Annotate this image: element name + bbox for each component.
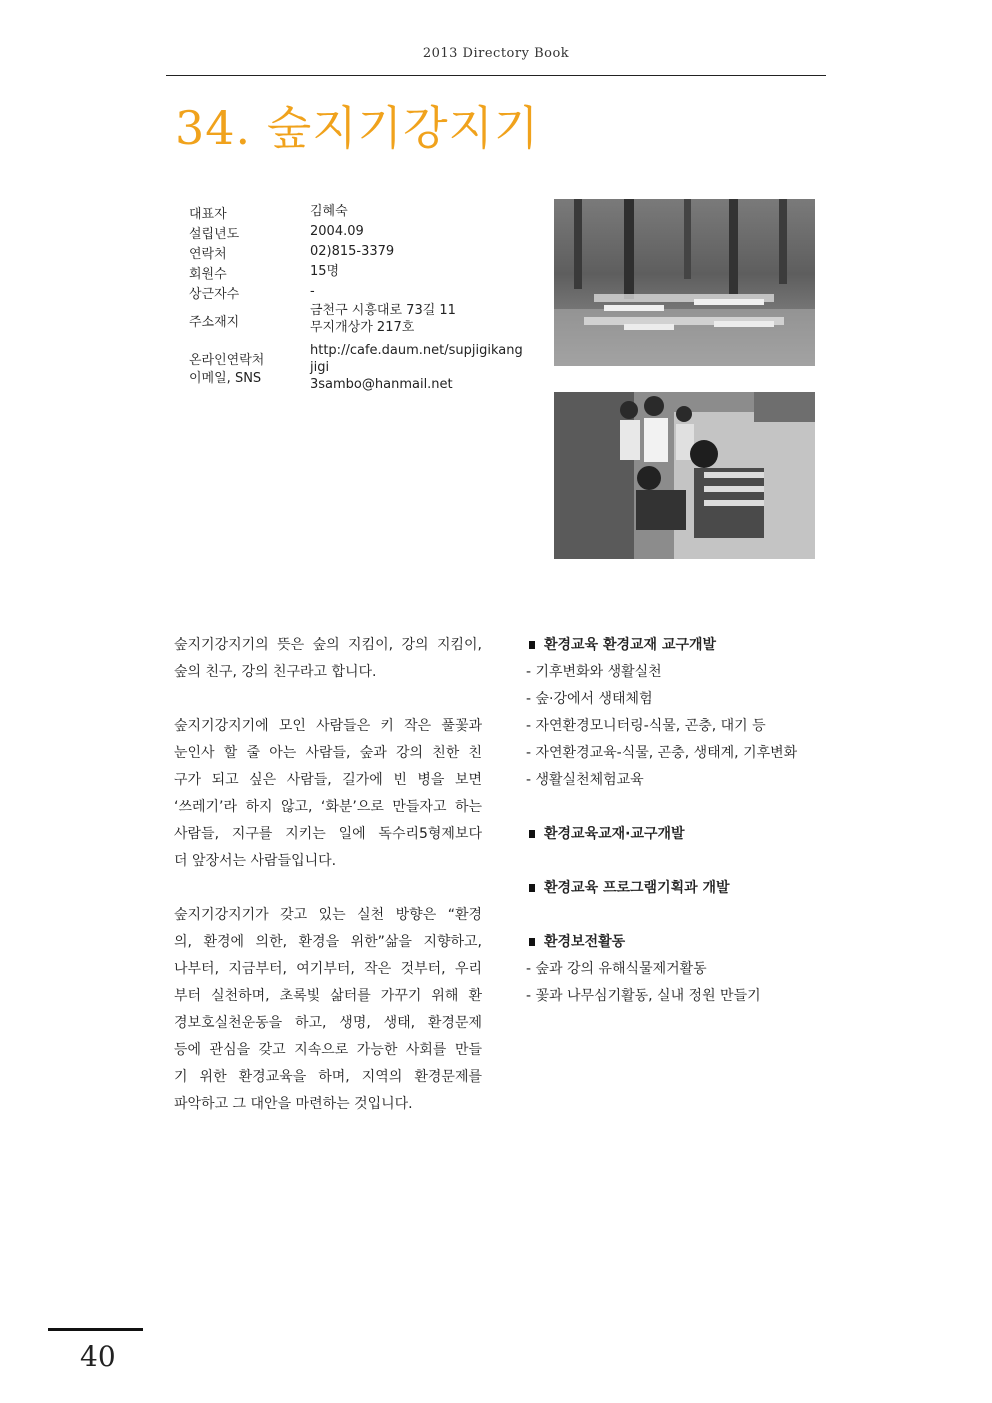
text-line: 부터 실천하며, 초록빛 삶터를 가꾸기 위해 환 — [174, 988, 482, 1004]
page-title: 34. 숲지기강지기 — [175, 101, 540, 155]
info-value: 15명 — [310, 264, 340, 279]
info-value: 김혜숙 — [310, 204, 348, 219]
info-label: 회원수 — [189, 267, 227, 282]
paragraph — [174, 632, 482, 686]
info-value: 02)815-3379 — [310, 244, 395, 259]
text-line: 숲지기강지기가 갖고 있는 실천 방향은 “환경 — [174, 907, 482, 923]
info-label: 연락처 — [189, 247, 227, 262]
section-heading — [526, 875, 826, 902]
text-line: 더 앞장서는 사람들입니다. — [174, 853, 337, 869]
section-heading — [526, 929, 826, 956]
text-line: 의, 환경에 의한, 환경을 위한”삶을 지향하고, — [174, 934, 482, 950]
footer-rule — [48, 1328, 143, 1331]
info-value-line: 3sambo@hanmail.net — [310, 377, 453, 392]
activities-list — [526, 632, 826, 1037]
list-item: - 자연환경모니터링-식물, 곤충, 대기 등 — [526, 718, 766, 734]
section-heading-text: 환경보전활동 — [544, 934, 626, 950]
text-line: 숲지기강지기에 모인 사람들은 키 작은 풀꽃과 — [174, 718, 482, 734]
header-rule — [166, 75, 826, 76]
paragraph — [174, 713, 482, 875]
paragraph — [174, 902, 482, 1118]
activity-section — [526, 632, 826, 794]
text-line: 파악하고 그 대안을 마련하는 것입니다. — [174, 1096, 413, 1112]
square-bullet-icon — [529, 830, 535, 838]
info-label: 상근자수 — [189, 287, 240, 302]
section-heading-text: 환경교육 환경교재 교구개발 — [544, 637, 717, 653]
square-bullet-icon — [529, 641, 535, 649]
text-line: ‘쓰레기’라 하지 않고, ‘화분’으로 만들자고 하는 — [174, 799, 482, 815]
text-line: 기 위한 환경교육을 하며, 지역의 환경문제를 — [174, 1069, 482, 1085]
activity-section — [526, 875, 826, 902]
running-header: 2013 Directory Book — [422, 46, 570, 61]
text-line: 숲지기강지기의 뜻은 숲의 지킴이, 강의 지킴이, — [174, 637, 482, 653]
info-label-line: 이메일, SNS — [189, 371, 262, 386]
text-line: 사람들, 지구를 지키는 일에 독수리5형제보다 — [174, 826, 482, 842]
activity-section — [526, 821, 826, 848]
list-item: - 숲·강에서 생태체험 — [526, 691, 653, 707]
section-heading — [526, 632, 826, 659]
text-line: 구가 되고 싶은 사람들, 길가에 빈 병을 보면 — [174, 772, 482, 788]
square-bullet-icon — [529, 938, 535, 946]
section-heading — [526, 821, 826, 848]
list-item: - 숲과 강의 유해식물제거활동 — [526, 961, 707, 977]
text-line: 등에 관심을 갖고 지속으로 가능한 사회를 만들 — [174, 1042, 482, 1058]
text-line: 숲의 친구, 강의 친구라고 합니다. — [174, 664, 377, 680]
text-line: 경보호실천운동을 하고, 생명, 생태, 환경문제 — [174, 1015, 482, 1031]
info-label: 설립년도 — [189, 227, 240, 242]
activity-section — [526, 929, 826, 1010]
list-item: - 자연환경교육-식물, 곤충, 생태계, 기후변화 — [526, 745, 798, 761]
list-item: - 꽃과 나무심기활동, 실내 정원 만들기 — [526, 988, 761, 1004]
info-label: 주소재지 — [189, 315, 240, 330]
text-line: 눈인사 할 줄 아는 사람들, 숲과 강의 친한 친 — [174, 745, 482, 761]
photo-forest-lying — [554, 199, 815, 366]
info-value: 2004.09 — [310, 224, 364, 239]
info-label: 대표자 — [189, 207, 227, 222]
section-heading-text: 환경교육 프로그램기획과 개발 — [544, 880, 730, 896]
page-number: 40 — [80, 1340, 116, 1373]
info-label-line: 온라인연락처 — [189, 353, 265, 368]
info-value-line: 무지개상가 217호 — [310, 320, 415, 335]
info-value: - — [310, 284, 315, 299]
info-value-line: http://cafe.daum.net/supjigikang — [310, 343, 523, 358]
square-bullet-icon — [529, 884, 535, 892]
description-text — [174, 632, 482, 1145]
section-heading-text: 환경교육교재·교구개발 — [544, 826, 685, 842]
list-item: - 기후변화와 생활실천 — [526, 664, 662, 680]
text-line: 나부터, 지금부터, 여기부터, 작은 것부터, 우리 — [174, 961, 482, 977]
photo-children-outdoor — [554, 392, 815, 559]
list-item: - 생활실천체험교육 — [526, 772, 644, 788]
info-value-line: jigi — [310, 360, 330, 375]
info-value-line: 금천구 시흥대로 73길 11 — [310, 303, 456, 318]
